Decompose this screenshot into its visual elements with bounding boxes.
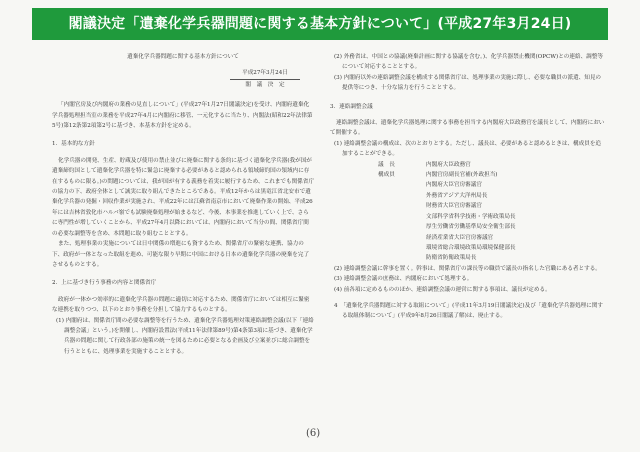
section-3-item-3: (3) 連絡調整会議の庶務は、内閣府において処理する。	[334, 276, 473, 283]
section-1-paragraph-2: また、処理事業の実施については日中関係の増進にも資するため、関係省庁の緊密な連携、協力の下、政府が一体となった取組を進め、可能な限り早期に中国における日本の遺棄化学兵器の廃棄を完了させるものとする。	[52, 241, 310, 268]
chair-row	[378, 160, 606, 170]
right-column	[330, 52, 606, 322]
section-2-item-1: (1) 内閣府は、関係省庁間の必要な調整等を行うため、遺棄化学兵器処理対策連絡調整会議(以下「連絡調整会議」という。)を開催し、内閣府設置法(平成11年法律第89号)第4条第3項に基づき、遺棄化学兵器の問題に関して行政各部の施策の統一を図るために必要となる企画及び立案並びに総合調整を行うとともに、処理事業を実施することとする。	[56, 317, 314, 355]
member-item: 文部科学省科学技術・学術政策局長	[426, 213, 516, 220]
section-3-item-2: (2) 連絡調整会議に幹事を置く。幹事は、関係省庁の課長等の職員で議長の指名した官職にある者とする。	[334, 265, 601, 272]
left-column	[52, 52, 314, 357]
members-label: 構成員	[378, 172, 395, 179]
decision-date: 平成27年3月24日	[230, 68, 300, 79]
section-2-item-2: (2) 外務省は、中国との協議(廃棄計画に関する協議を含む。)、化学兵器禁止機関(OPCW)との連絡、調整等について対応することとする。	[334, 54, 603, 71]
member-item: 経済産業省大臣官房審議官	[426, 234, 494, 241]
member-item: 財務省大臣官房審議官	[426, 203, 482, 210]
member-item: 環境省総合環境政策局環境保健部長	[426, 244, 516, 251]
member-item: 内閣府大臣官房審議官	[426, 182, 482, 189]
member-item: 厚生労働省労働基準局安全衛生部長	[426, 224, 516, 231]
section-2-heading: 2．上に基づき行う事務の内容と関係省庁	[52, 280, 157, 287]
section-3-paragraph-1: 連絡調整会議は、遺棄化学兵器処理に関する事務を担当する内閣府大臣政務官を議長として、内閣府において開催する。	[330, 120, 605, 137]
member-item: 外務省アジア大洋州局長	[426, 192, 488, 199]
member-item: 内閣官房副長官補(外政担当)	[426, 172, 498, 179]
section-3-item-4: (4) 前各項に定めるもののほか、連絡調整会議の運営に関する事項は、議長が定める。	[334, 286, 551, 293]
members-row	[378, 170, 606, 264]
section-4-paragraph: 4 「遺棄化学兵器問題に対する取組について」(平成11年3月19日閣議決定)及び「遺棄化学兵器処理に関する取組体制について」(平成9年8月26日閣議了解)は、廃止する。	[334, 302, 603, 320]
section-3-item-1: (1) 連絡調整会議の構成は、次のとおりとする。ただし、議長は、必要があると認めるときは、構成員を追加することができる。	[334, 140, 602, 158]
decision-date-box	[230, 68, 300, 90]
chair-label: 議 長	[378, 161, 395, 168]
section-2-paragraph-1: 政府が一体かつ効率的に遺棄化学兵器の問題に適切に対応するため、関係省庁においては相互に緊密な連携を取りつつ、以下のとおり事務を分担して協力するものとする。	[52, 296, 310, 314]
section-2-item-3: (3) 内閣府以外の連絡調整会議を構成する関係省庁は、処理事業の実施に際し、必要な職員の派遣、知見の提供等につき、十分な協力を行うこととする。	[334, 74, 602, 92]
member-list	[378, 160, 606, 264]
page-number: (6)	[306, 428, 321, 439]
page-banner: 閣議決定「遺棄化学兵器問題に関する基本方針について」(平成27年3月24日)	[32, 8, 608, 40]
member-item: 防衛省防衛政策局長	[426, 255, 477, 262]
decision-type: 閣 議 決 定	[245, 81, 285, 88]
intro-paragraph: 「内閣官房及び内閣府の業務の見直しについて」(平成27年1月27日閣議決定)を受け、内閣府遺棄化学兵器処理担当室の業務を平成27年4月に内閣府に移管、一元化するに当たり、内閣法(昭和22年法律第5号)第12条第2項第2号に基づき、本基本方針を定める。	[52, 102, 313, 130]
members-values	[426, 170, 606, 264]
section-3-heading: 3．連絡調整会議	[330, 103, 373, 110]
section-1-heading: 1．基本的な方針	[52, 141, 95, 148]
section-1-paragraph-1: 化学兵器の開発、生産、貯蔵及び使用の禁止並びに廃棄に関する条約に基づく遺棄化学兵器(我が国が遺棄締約国として遺棄化学兵器を特に緊急に廃棄する必要があると認められる領域締約国の領域内に存在するものに限る。)の問題については、我が国が有する義務を着実に履行するため、これまでも関係省庁の協力の下、政府全体として誠実に取り組んできたところである。平成12年からは黒竜江省北安市で遺棄化学兵器の発掘・回収作業が実施され、平成22年には江蘇省南京市において廃棄作業の開始、平成26年には吉林省敦化市ハルバ嶺でも試験廃棄処理が始まるなど、今後、本事業を推進していく上で、さらに専門性が増していくことから、平成27年4月以降においては、内閣府において当分の間、関係省庁間の必要な調整等を含め、本問題に取り組むこととする。	[52, 157, 314, 237]
chair-value: 内閣府大臣政務官	[426, 161, 471, 168]
document-title: 遺棄化学兵器問題に関する基本方針について	[127, 54, 239, 60]
